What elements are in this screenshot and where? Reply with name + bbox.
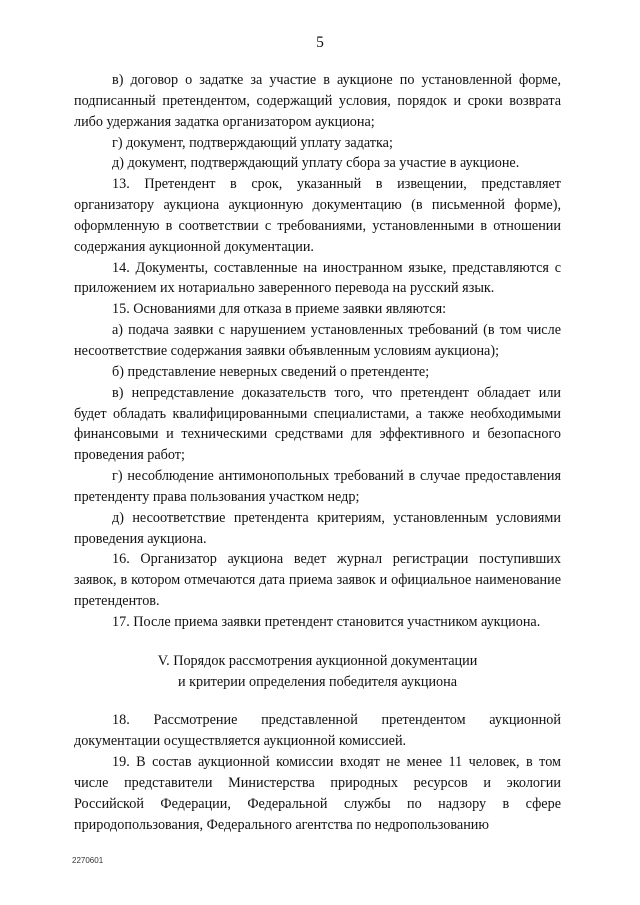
paragraph-15-b: б) представление неверных сведений о претенденте; (112, 363, 430, 380)
paragraph-15-a: а) подача заявки с нарушением установленных требований (в том числе несоответствие содержания заявки объявленным условиям аукциона); (74, 322, 561, 359)
section-heading-line-1: V. Порядок рассмотрения аукционной документации (157, 652, 478, 669)
paragraph-18: 18. Рассмотрение представленной претендентом аукционной документации осуществляется аукционной комиссией. (74, 712, 561, 750)
paragraph-16: 16. Организатор аукциона ведет журнал регистрации поступивших заявок, в котором отмечаются дата приема заявок и официальное наименование претендентов. (74, 551, 561, 610)
paragraph-13: 13. Претендент в срок, указанный в извещении, представляет организатору аукциона аукционную документацию (в письменной форме), оформленную в соответствии с требованиями, установленными в отношении содержания аукционной документации. (74, 176, 561, 255)
page-number: 5 (316, 34, 324, 51)
paragraph-item-v: в) договор о задатке за участие в аукционе по установленной форме, подписанный претендентом, содержащий условия, порядок и сроки возврата либо удержания задатка организатором аукциона; (74, 72, 561, 130)
document-body (74, 70, 561, 836)
paragraph-15-g: г) несоблюдение антимонопольных требований в случае предоставления претенденту права пользования участком недр; (74, 468, 561, 505)
paragraph-item-g: г) документ, подтверждающий уплату задатка; (112, 134, 393, 151)
paragraph-item-d: д) документ, подтверждающий уплату сбора за участие в аукционе. (112, 155, 520, 172)
paragraph-17: 17. После приема заявки претендент становится участником аукциона. (112, 613, 541, 630)
paragraph-14: 14. Документы, составленные на иностранном языке, представляются с приложением их нотариально заверенного перевода на русский язык. (74, 259, 561, 297)
paragraph-15-d: д) несоответствие претендента критериям, установленным условиями проведения аукциона. (74, 509, 561, 547)
paragraph-15: 15. Основаниями для отказа в приеме заявки являются: (112, 301, 447, 318)
paragraph-19: 19. В состав аукционной комиссии входят не менее 11 человек, в том числе представители Министерства природных ресурсов и экологии Российской Федерации, Федеральной службы по надзору в сфере природопользования, Федерального агентства по недропользованию (74, 754, 561, 833)
document-code: 2270601 (72, 856, 104, 865)
section-heading-line-2: и критерии определения победителя аукциона (177, 673, 458, 690)
section-heading (74, 651, 561, 693)
paragraph-15-v: в) непредставление доказательств того, что претендент обладает или будет обладать квалифицированными специалистами, а также необходимыми финансовыми и техническими средствами для эффективного и безопасного проведения работ; (74, 384, 561, 464)
